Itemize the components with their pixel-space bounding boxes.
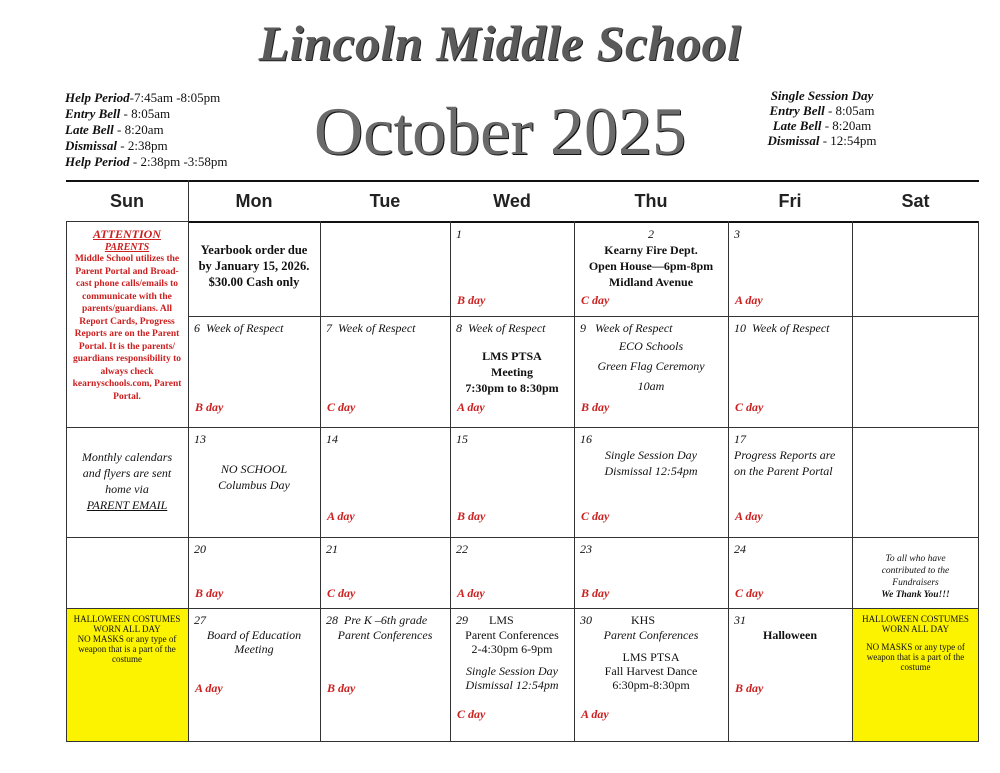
day-cell-10 [728, 317, 852, 427]
monthly-calendar-note [66, 445, 188, 517]
note-body: NO MASKS or any type of weapon that is a part of the costume [866, 642, 965, 672]
schedule-time: -7:45am -8:05pm [129, 90, 221, 105]
weekday-sun: Sun [110, 191, 144, 211]
day-number: 2 [648, 227, 654, 241]
event-text: Week of Respect [206, 321, 284, 335]
note-line: and flyers are sent [82, 466, 172, 480]
schedule-time: - 2:38pm [117, 138, 168, 153]
day-number: 1 [456, 227, 462, 241]
day-number: 23 [580, 542, 592, 556]
month-title: October 2025 [313, 93, 686, 169]
event-line: on the Parent Portal [734, 464, 833, 478]
weekday-fri: Fri [778, 191, 802, 211]
weekday-sat: Sat [901, 191, 930, 211]
rotation-day: B day [195, 400, 224, 414]
fundraiser-thanks [852, 549, 979, 605]
event-text: Week of Respect [595, 321, 673, 335]
rotation-day: A day [457, 586, 485, 600]
event-details [580, 447, 722, 479]
day-cell-17 [728, 428, 852, 537]
event-details [194, 461, 314, 493]
day-cell-3 [728, 223, 852, 316]
event-text: Week of Respect [468, 321, 546, 335]
rotation-day: A day [581, 707, 609, 721]
weekday-tue: Tue [369, 191, 401, 211]
note-line: Monthly calendars [81, 450, 173, 464]
rotation-day: C day [735, 400, 764, 414]
event-line: Board of Education [206, 628, 302, 642]
schedule-label: Help Period [65, 154, 130, 169]
schedule-time: - 8:20am [113, 122, 164, 137]
day-cell-7 [320, 317, 450, 427]
rotation-day: C day [581, 509, 610, 523]
weekday-mon: Mon [235, 191, 273, 211]
day-number: 28 [326, 613, 338, 627]
schedule-time: - 8:05am [824, 103, 875, 118]
day-cell-14 [320, 428, 450, 537]
event-line: Green Flag Ceremony [597, 359, 705, 373]
yearbook-line: $30.00 Cash only [208, 275, 300, 289]
yearbook-notice [188, 238, 320, 294]
event-line: Dismissal 12:54pm [604, 464, 698, 478]
school-title: Lincoln Middle School [258, 15, 742, 71]
schedule-label: Late Bell [772, 118, 822, 133]
day-number: 29 [456, 613, 468, 627]
day-cell-1 [450, 223, 574, 316]
day-number: 16 [580, 432, 592, 446]
event-text: Week of Respect [752, 321, 830, 335]
weekday-wed: Wed [493, 191, 531, 211]
rotation-day: B day [195, 586, 224, 600]
rotation-day: A day [195, 681, 223, 695]
rotation-day: C day [735, 586, 764, 600]
day-number: 24 [734, 542, 746, 556]
single-session-schedule [752, 88, 892, 148]
schedule-time: - 12:54pm [819, 133, 877, 148]
day-number: 15 [456, 432, 468, 446]
event-line: NO SCHOOL [220, 462, 288, 476]
event-line: Columbus Day [218, 478, 290, 492]
schedule-time: - 8:20am [821, 118, 872, 133]
event-line: Parent Conferences [603, 628, 699, 642]
day-number: 22 [456, 542, 468, 556]
day-number: 31 [734, 613, 746, 627]
attention-notice [66, 224, 188, 424]
day-number: 27 [194, 613, 206, 627]
day-cell-2 [574, 223, 728, 316]
event-details [194, 628, 314, 656]
weekday-thu: Thu [634, 191, 668, 211]
event-line: ECO Schools [618, 339, 684, 353]
attention-title: ATTENTION [92, 227, 161, 241]
schedule-time: - 8:05am [120, 106, 171, 121]
schedule-label: Dismissal [65, 138, 118, 153]
event-line: Halloween [763, 628, 817, 642]
event-line: Midland Avenue [608, 275, 694, 289]
day-cell-31 [728, 609, 852, 741]
rotation-day: C day [457, 707, 486, 721]
event-line: 7:30pm to 8:30pm [465, 381, 559, 395]
rotation-day: B day [735, 681, 764, 695]
day-number: 8 [456, 321, 462, 335]
event-line: Fall Harvest Dance [604, 664, 698, 678]
event-line: LMS PTSA [482, 349, 542, 363]
day-cell-30 [574, 609, 728, 741]
rotation-day: B day [581, 586, 610, 600]
event-extra [456, 664, 568, 692]
note-line: PARENT EMAIL [86, 498, 168, 512]
day-cell-13 [188, 428, 320, 537]
event-line: Meeting [234, 642, 274, 656]
day-cell-28 [320, 609, 450, 741]
calendar-grid [66, 180, 979, 742]
note-title: HALLOWEEN COSTUMES WORN ALL DAY [862, 614, 969, 634]
event-line: 10am [637, 379, 665, 393]
rotation-day: B day [457, 509, 486, 523]
grid-line [66, 741, 979, 742]
yearbook-line: Yearbook order due [200, 243, 308, 257]
rotation-day: A day [735, 293, 763, 307]
halloween-note-sun [66, 612, 188, 666]
event-line: Single Session Day [466, 664, 558, 678]
day-number: 7 [326, 321, 332, 335]
event-text: KHS [631, 613, 656, 627]
rotation-day: B day [327, 681, 356, 695]
note-line: Fundraisers [892, 578, 939, 588]
note-line: We Thank You!!! [881, 590, 950, 600]
day-number: 21 [326, 542, 338, 556]
event-details [734, 447, 846, 479]
schedule-label: Dismissal [767, 133, 820, 148]
day-cell-15 [450, 428, 574, 537]
yearbook-line: by January 15, 2026. [198, 259, 310, 273]
event-text: Pre K –6th grade [344, 613, 428, 627]
day-number: 9 [580, 321, 586, 335]
event-details [580, 336, 722, 396]
day-number: 30 [580, 613, 592, 627]
event-extra [580, 650, 722, 692]
day-number: 13 [194, 432, 206, 446]
event-line: 2-4:30pm 6-9pm [471, 642, 553, 656]
event-line: 6:30pm-8:30pm [612, 678, 690, 692]
halloween-note-sat [852, 612, 979, 674]
note-title: HALLOWEEN COSTUMES WORN ALL DAY [73, 614, 181, 634]
event-line: Parent Conferences [465, 628, 559, 642]
grid-line [66, 221, 188, 222]
single-session-title: Single Session Day [770, 88, 874, 103]
attention-parents: PARENTS [104, 242, 150, 253]
event-details [456, 348, 568, 396]
note-body: NO MASKS or any type of weapon that is a part of the costume [77, 634, 177, 664]
note-line: To all who have [885, 554, 946, 564]
rotation-day: B day [581, 400, 610, 414]
day-cell-20 [188, 538, 320, 608]
regular-schedule [65, 90, 228, 170]
event-line: LMS PTSA [622, 650, 680, 664]
rotation-day: B day [457, 293, 486, 307]
schedule-label: Help Period [65, 90, 130, 105]
attention-body: Middle School utilizes the Parent Portal and Broad-cast phone calls/emails to communicate with the parents/guardians. All Report Cards, Progress Reports are on the Parent Portal. It is the parents/ guardians responsibility to always check kearnyschools.com, Parent Portal. [72, 254, 182, 402]
day-cell-21 [320, 538, 450, 608]
day-number: 17 [734, 432, 746, 446]
day-number: 3 [734, 227, 740, 241]
event-text [580, 242, 722, 290]
event-text: Week of Respect [338, 321, 416, 335]
event-line: Open House—6pm-8pm [588, 259, 714, 273]
note-line: contributed to the [881, 566, 950, 576]
event-line: Parent Conferences [337, 628, 433, 642]
day-cell-23 [574, 538, 728, 608]
rotation-day: C day [327, 586, 356, 600]
day-cell-24 [728, 538, 852, 608]
event-line: Progress Reports are [734, 448, 836, 462]
day-cell-6 [188, 317, 320, 427]
event-line: Dismissal 12:54pm [465, 678, 559, 692]
rotation-day: A day [457, 400, 485, 414]
event-details [456, 628, 568, 656]
day-number: 6 [194, 321, 200, 335]
schedule-label: Entry Bell [769, 103, 825, 118]
day-cell-22 [450, 538, 574, 608]
event-line: Single Session Day [605, 448, 697, 462]
rotation-day: A day [735, 509, 763, 523]
rotation-day: A day [327, 509, 355, 523]
note-line: home via [105, 482, 149, 496]
event-line: Kearny Fire Dept. [604, 243, 698, 257]
day-cell-27 [188, 609, 320, 741]
rotation-day: C day [581, 293, 610, 307]
schedule-label: Entry Bell [65, 106, 121, 121]
day-number: 14 [326, 432, 338, 446]
event-text: LMS [489, 613, 514, 627]
event-line: Meeting [491, 365, 533, 379]
day-cell-29 [450, 609, 574, 741]
schedule-time: - 2:38pm -3:58pm [129, 154, 228, 169]
day-cell-16 [574, 428, 728, 537]
rotation-day: C day [327, 400, 356, 414]
day-number: 20 [194, 542, 206, 556]
day-cell-8 [450, 317, 574, 427]
day-number: 10 [734, 321, 746, 335]
day-cell-9 [574, 317, 728, 427]
schedule-label: Late Bell [65, 122, 114, 137]
